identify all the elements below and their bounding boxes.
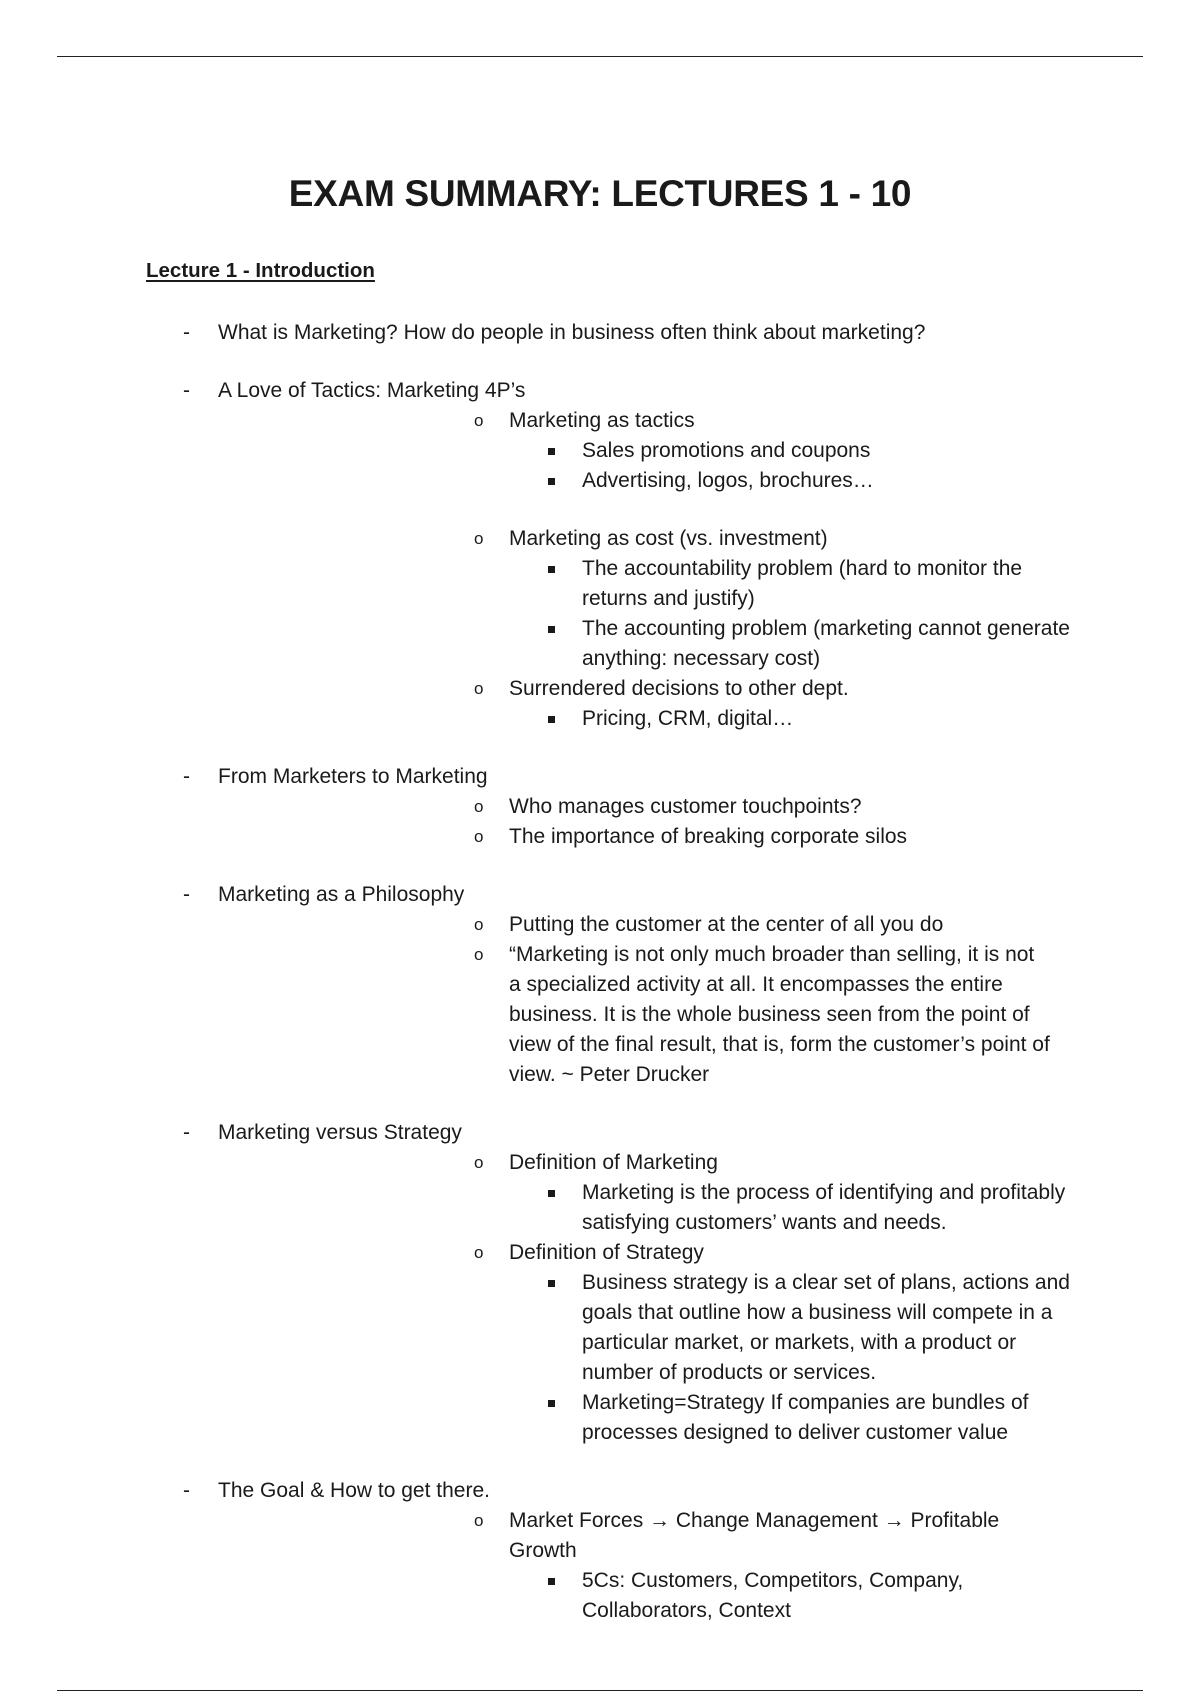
dash-bullet: - xyxy=(183,883,190,906)
detail-item-text: Sales promotions and coupons xyxy=(582,439,871,462)
detail-item xyxy=(218,1268,1200,1388)
sub-item xyxy=(218,674,1200,704)
section-heading-lecture-1: Lecture 1 - Introduction xyxy=(146,259,375,282)
dash-bullet: - xyxy=(183,1479,190,1502)
detail-item xyxy=(218,1178,1200,1238)
sub-item-text: Surrendered decisions to other dept. xyxy=(509,677,849,700)
detail-item xyxy=(218,1566,1200,1626)
circle-bullet-icon: o xyxy=(474,797,484,816)
detail-item xyxy=(218,436,1200,466)
square-bullet-icon xyxy=(548,448,555,455)
lecture-outline xyxy=(0,318,1200,1654)
square-bullet-icon xyxy=(548,478,555,485)
square-bullet-icon xyxy=(548,626,555,633)
sub-item-text: Putting the customer at the center of all you do xyxy=(509,913,944,936)
sub-item xyxy=(218,1506,1200,1566)
sub-item xyxy=(218,1238,1200,1268)
detail-item-text: Advertising, logos, brochures… xyxy=(582,469,874,492)
detail-item xyxy=(218,614,1200,674)
sub-item-text: Market Forces → Change Management → Profitable Growth xyxy=(509,1509,1000,1562)
outline-item-text: From Marketers to Marketing xyxy=(218,765,488,788)
sub-item xyxy=(218,792,1200,822)
dash-bullet: - xyxy=(183,1121,190,1144)
outline-item-text: Marketing as a Philosophy xyxy=(218,883,465,906)
outline-item-text: What is Marketing? How do people in business often think about marketing? xyxy=(218,321,926,344)
detail-item-text: The accounting problem (marketing cannot generate anything: necessary cost) xyxy=(582,617,1070,670)
outline-item xyxy=(0,1476,1200,1626)
sub-item-text: The importance of breaking corporate silos xyxy=(509,825,908,848)
detail-item xyxy=(218,704,1200,734)
outline-item-text: Marketing versus Strategy xyxy=(218,1121,462,1144)
page-bottom-rule xyxy=(57,1690,1143,1691)
square-bullet-icon xyxy=(548,566,555,573)
circle-bullet-icon: o xyxy=(474,411,484,430)
sub-item-text: Definition of Strategy xyxy=(509,1241,704,1264)
sub-item xyxy=(218,1148,1200,1178)
dash-bullet: - xyxy=(183,321,190,344)
circle-bullet-icon: o xyxy=(474,945,484,964)
detail-item-text: Business strategy is a clear set of plans, actions and goals that outline how a business will compete in a particular market, or markets, with a product or number of products or services. xyxy=(582,1271,1070,1384)
circle-bullet-icon: o xyxy=(474,827,484,846)
square-bullet-icon xyxy=(548,716,555,723)
detail-item xyxy=(218,466,1200,496)
circle-bullet-icon: o xyxy=(474,915,484,934)
detail-item-text: Marketing is the process of identifying and profitably satisfying customers’ wants and needs. xyxy=(582,1181,1066,1234)
circle-bullet-icon: o xyxy=(474,1511,484,1530)
sub-item-text: Marketing as tactics xyxy=(509,409,695,432)
sub-item-text: “Marketing is not only much broader than selling, it is not a specialized activity at all. It encompasses the entire business. It is the whole business seen from the point of view of the final result, that is, form the customer’s point of view. ~ Peter Drucker xyxy=(509,943,1050,1086)
square-bullet-icon xyxy=(548,1578,555,1585)
outline-item xyxy=(0,880,1200,1090)
circle-bullet-icon: o xyxy=(474,679,484,698)
square-bullet-icon xyxy=(548,1400,555,1407)
detail-item xyxy=(218,1388,1200,1448)
outline-item xyxy=(0,318,1200,348)
outline-item-text: A Love of Tactics: Marketing 4P’s xyxy=(218,379,526,402)
dash-bullet: - xyxy=(183,379,190,402)
page-title: EXAM SUMMARY: LECTURES 1 - 10 xyxy=(288,172,912,214)
detail-item xyxy=(218,554,1200,614)
sub-item-text: Marketing as cost (vs. investment) xyxy=(509,527,828,550)
circle-bullet-icon: o xyxy=(474,529,484,548)
sub-item-text: Who manages customer touchpoints? xyxy=(509,795,862,818)
detail-item-text: Marketing=Strategy If companies are bundles of processes designed to deliver customer value xyxy=(582,1391,1029,1444)
detail-item-text: The accountability problem (hard to monitor the returns and justify) xyxy=(582,557,1023,610)
outline-item xyxy=(0,1118,1200,1448)
sub-item xyxy=(218,406,1200,436)
sub-item-text: Definition of Marketing xyxy=(509,1151,718,1174)
outline-item-text: The Goal & How to get there. xyxy=(218,1479,490,1502)
circle-bullet-icon: o xyxy=(474,1243,484,1262)
detail-item-text: 5Cs: Customers, Competitors, Company, Collaborators, Context xyxy=(582,1569,964,1622)
outline-item xyxy=(0,376,1200,734)
outline-item xyxy=(0,762,1200,852)
square-bullet-icon xyxy=(548,1190,555,1197)
sub-item xyxy=(218,940,1200,1090)
dash-bullet: - xyxy=(183,765,190,788)
spacer xyxy=(218,496,1200,524)
sub-item xyxy=(218,910,1200,940)
detail-item-text: Pricing, CRM, digital… xyxy=(582,707,794,730)
square-bullet-icon xyxy=(548,1280,555,1287)
sub-item xyxy=(218,524,1200,554)
sub-item xyxy=(218,822,1200,852)
circle-bullet-icon: o xyxy=(474,1153,484,1172)
page-top-rule xyxy=(57,56,1143,57)
